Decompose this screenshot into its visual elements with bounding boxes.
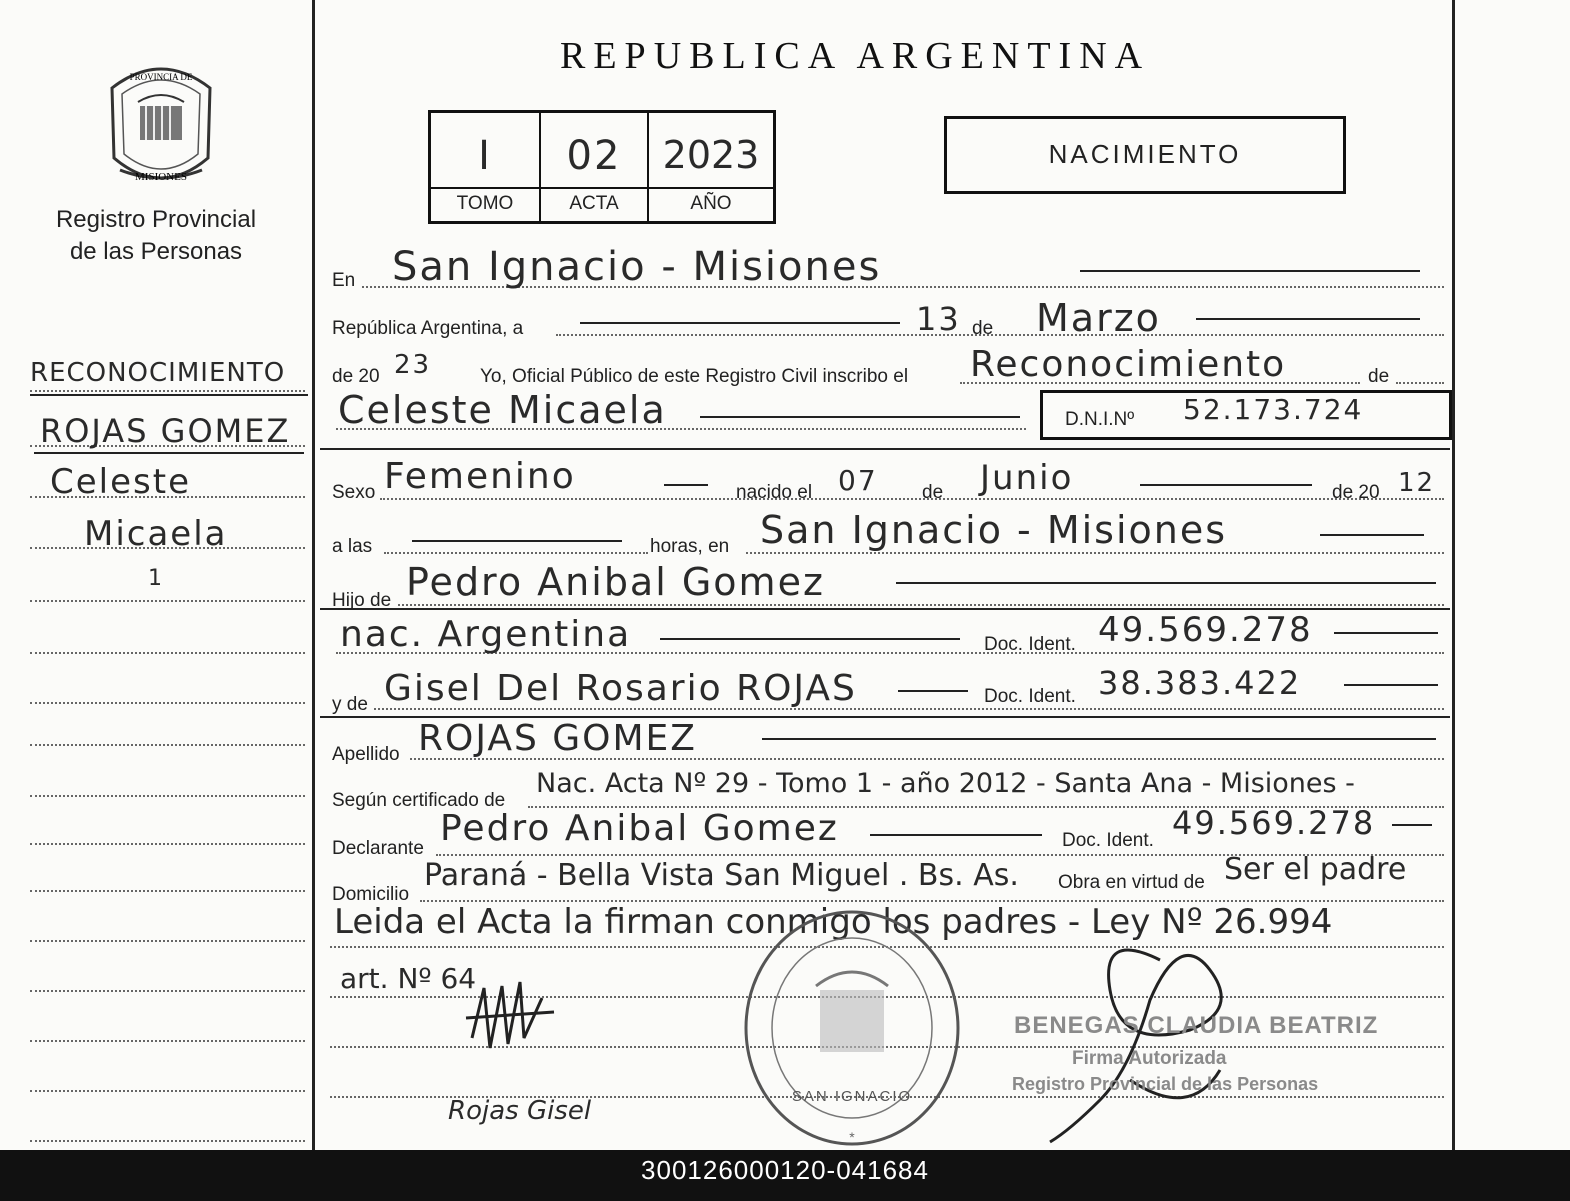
margin-rule [30, 1090, 305, 1092]
field-lugar-nac: San Ignacio - Misiones [760, 508, 1228, 552]
field-declarante: Pedro Anibal Gomez [440, 808, 839, 849]
registrar-initials [462, 978, 562, 1058]
document-code: 300126000120-041684 [0, 1150, 1570, 1201]
acta-value: 02 [566, 133, 622, 179]
field-domicilio: Paraná - Bella Vista San Miguel . Bs. As. [424, 858, 1019, 893]
label-hijo: Hijo de [332, 590, 392, 611]
record-number-box [428, 110, 776, 224]
label-de-mes: de [922, 482, 944, 503]
field-dia: 13 [916, 300, 961, 338]
registry-name [0, 204, 312, 268]
tomo-label: TOMO [456, 193, 514, 214]
label-dni: D.N.I.Nº [1065, 409, 1135, 430]
rule [384, 552, 648, 554]
fill-line [1080, 270, 1420, 272]
margin-note-name2: Micaela [84, 514, 228, 554]
anio-label: AÑO [690, 193, 732, 214]
margin-underline [30, 394, 308, 396]
field-lugar: San Ignacio - Misiones [392, 244, 882, 290]
fill-line [898, 690, 968, 692]
stamp-name: BENEGAS CLAUDIA BEATRIZ [1014, 1012, 1379, 1039]
margin-rule [30, 600, 305, 602]
field-tramite: Reconocimiento [970, 344, 1287, 385]
acta-label: ACTA [569, 193, 619, 214]
fill-line [1344, 684, 1438, 686]
section-rule [320, 448, 1450, 450]
rule [1396, 382, 1444, 384]
field-padre: Pedro Anibal Gomez [406, 560, 825, 604]
fill-line [1196, 318, 1420, 320]
rule [746, 552, 1444, 554]
margin-rule [30, 652, 305, 654]
seal-icon [102, 58, 220, 188]
right-border [1452, 0, 1455, 1150]
country-title: REPUBLICA ARGENTINA [560, 35, 1151, 77]
registry-line1: Registro Provincial [55, 206, 257, 233]
label-domicilio: Domicilio [332, 884, 410, 905]
label-declarante: Declarante [332, 838, 424, 859]
label-de-end: de [1368, 366, 1390, 387]
fill-line [1392, 824, 1432, 826]
seal-top-text: PROVINCIA DE [129, 72, 193, 82]
margin-note-surname: ROJAS GOMEZ [40, 412, 291, 450]
margin-rule [30, 702, 305, 704]
fill-line [580, 322, 900, 324]
fill-line [664, 484, 708, 486]
label-doc1: Doc. Ident. [984, 634, 1076, 655]
svg-text:*: * [849, 1129, 855, 1145]
seal-bottom-text: MISIONES [135, 171, 187, 183]
official-seal [740, 898, 964, 1150]
rule [380, 498, 1444, 500]
field-observacion2: art. Nº 64 [340, 962, 477, 995]
label-doc3: Doc. Ident. [1062, 830, 1154, 851]
registry-line2: de las Personas [69, 238, 243, 265]
mother-signature: Rojas Gisel [448, 1096, 592, 1126]
margin-note-title: RECONOCIMIENTO [30, 358, 286, 388]
round-seal-icon [740, 898, 964, 1150]
field-madre-doc: 38.383.422 [1098, 664, 1302, 702]
dni-box [1040, 390, 1452, 440]
provincial-seal [102, 58, 220, 188]
rule [556, 334, 1444, 336]
fill-line [660, 638, 960, 640]
field-nombre: Celeste Micaela [338, 388, 667, 432]
field-nac-mes: Junio [980, 458, 1074, 498]
margin-rule [30, 940, 305, 942]
margin-note-name1: Celeste [50, 462, 191, 502]
anio-value: 2023 [662, 133, 760, 177]
margin-rule [30, 390, 305, 392]
field-declarante-doc: 49.569.278 [1172, 804, 1376, 842]
margin-rule [30, 1040, 305, 1042]
field-dni: 52.173.724 [1183, 393, 1364, 426]
stamp-org: Registro Provincial de las Personas [1012, 1074, 1319, 1094]
label-nacido: nacido el [736, 482, 813, 503]
label-republica: República Argentina, a [332, 318, 524, 339]
field-obra: Ser el padre [1224, 852, 1407, 887]
label-horas: horas, en [650, 536, 730, 557]
label-en: En [332, 270, 356, 291]
margin-rule [30, 795, 305, 797]
margin-underline [34, 452, 304, 454]
margin-note-mark: 1 [148, 566, 164, 591]
field-nac-dia: 07 [838, 464, 878, 497]
label-segun: Según certificado de [332, 790, 506, 811]
fill-line [870, 834, 1042, 836]
label-de20: de 20 [332, 366, 380, 387]
field-mes: Marzo [1036, 296, 1161, 340]
label-alas: a las [332, 536, 373, 557]
label-de2012: de 20 [1332, 482, 1380, 503]
rule [398, 604, 1444, 606]
tomo-value: I [478, 133, 492, 179]
field-anio: 23 [394, 350, 432, 380]
field-certificado: Nac. Acta Nº 29 - Tomo 1 - año 2012 - Santa Ana - Misiones - [536, 768, 1355, 799]
label-obra: Obra en virtud de [1058, 872, 1205, 893]
margin-rule [30, 890, 305, 892]
seal-city: SAN IGNACIO [791, 1088, 913, 1105]
field-apellido: ROJAS GOMEZ [418, 718, 697, 759]
field-sexo: Femenino [384, 456, 576, 497]
margin-rule [30, 843, 305, 845]
margin-rule [30, 990, 305, 992]
label-oficial: Yo, Oficial Público de este Registro Civil inscribo el [480, 366, 909, 387]
label-sexo: Sexo [332, 482, 376, 503]
document-type: NACIMIENTO [1048, 139, 1242, 169]
label-de: de [972, 318, 994, 339]
field-madre: Gisel Del Rosario ROJAS [384, 668, 857, 709]
label-doc2: Doc. Ident. [984, 686, 1076, 707]
fill-line [412, 540, 622, 542]
field-padre-doc: 49.569.278 [1098, 610, 1313, 650]
fill-line [896, 582, 1436, 584]
margin-rule [30, 1140, 305, 1142]
field-nacionalidad: nac. Argentina [340, 614, 632, 655]
fill-line [1334, 632, 1438, 634]
label-yde: y de [332, 694, 368, 715]
field-observacion1: Leida el Acta la firman conmigo los padres - Ley Nº 26.994 [334, 902, 1333, 942]
field-nac-anio: 12 [1398, 468, 1436, 498]
fill-line [700, 416, 1020, 418]
fill-line [1140, 484, 1312, 486]
label-apellido: Apellido [332, 744, 400, 765]
margin-rule [30, 744, 305, 746]
fill-line [762, 738, 1436, 740]
stamp-role: Firma Autorizada [1072, 1048, 1227, 1069]
fill-line [1320, 534, 1424, 536]
document-type-box [944, 116, 1346, 194]
signature-scribble-icon [462, 978, 562, 1058]
